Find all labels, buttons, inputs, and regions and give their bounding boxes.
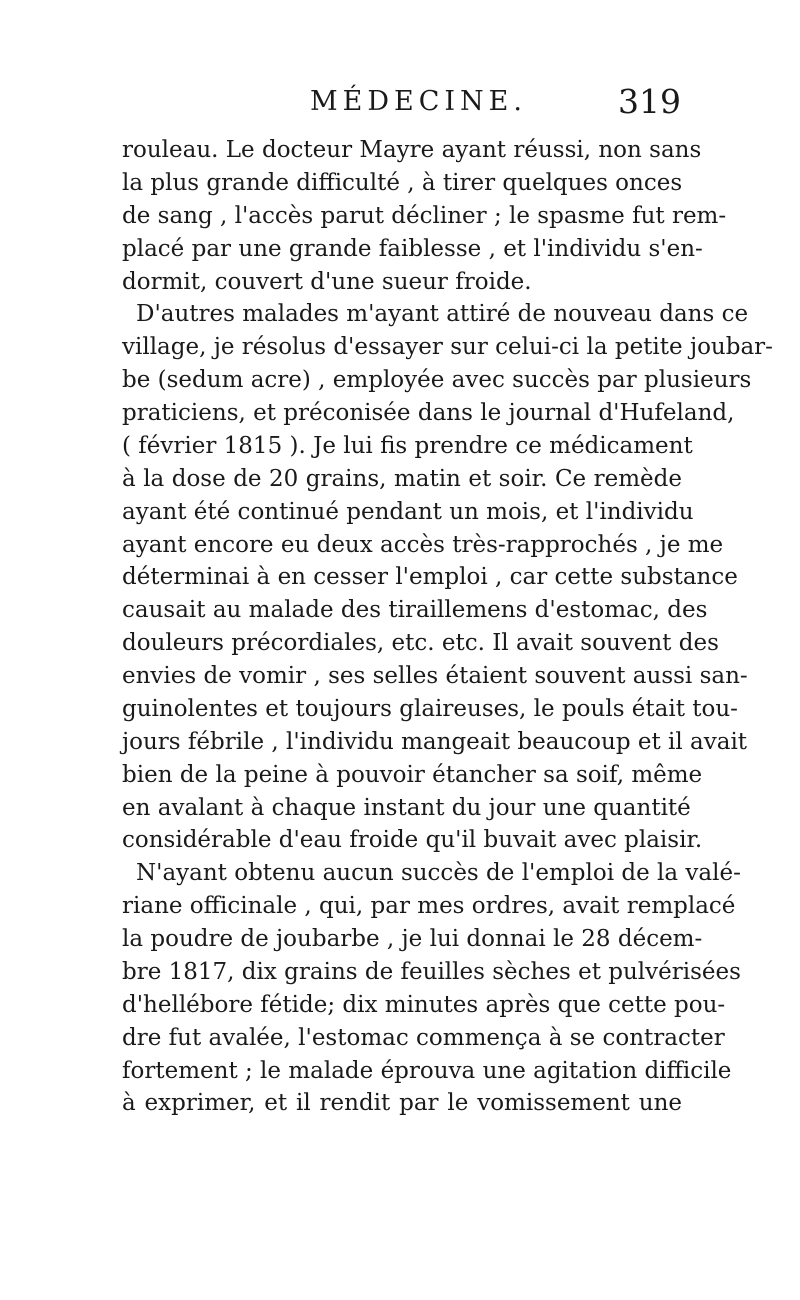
text-line: ( février 1815 ). Je lui fis prendre ce médicament (122, 432, 693, 459)
text-line: envies de vomir , ses selles étaient souvent aussi san- (122, 663, 748, 689)
text-line: rouleau. Le docteur Mayre ayant réussi, non sans (122, 137, 702, 163)
text-line: d'hellébore fétide; dix minutes après que cette pou- (122, 991, 726, 1018)
text-line: la plus grande difficulté , à tirer quelques onces (122, 169, 683, 196)
text-line: la poudre de joubarbe , je lui donnai le 28 décem- (122, 926, 703, 952)
text-line: à la dose de 20 grains, matin et soir. Ce remède (122, 465, 682, 492)
text-line: bre 1817, dix grains de feuilles sèches et pulvérisées (122, 958, 741, 985)
body-text (122, 134, 773, 1120)
text-line: village, je résolus d'essayer sur celui-ci la petite joubar- (122, 334, 773, 361)
text-line: dre fut avalée, l'estomac commença à se contracter (122, 1024, 725, 1051)
text-line: guinolentes et toujours glaireuses, le pouls était tou- (122, 695, 738, 722)
text-line: ayant été continué pendant un mois, et l'individu (122, 498, 694, 525)
page-number: 319 (618, 82, 681, 121)
text-line: en avalant à chaque instant du jour une quantité (122, 794, 691, 821)
text-line: déterminai à en cesser l'emploi , car cette substance (122, 564, 738, 591)
text-line: dormit, couvert d'une sueur froide. (122, 268, 532, 295)
page-header (120, 82, 685, 132)
text-line: douleurs précordiales, etc. etc. Il avait souvent des (122, 630, 719, 657)
text-line: bien de la peine à pouvoir étancher sa soif, même (122, 761, 703, 788)
text-line: riane officinale , qui, par mes ordres, avait remplacé (122, 893, 736, 920)
paragraph (122, 134, 727, 298)
text-line: D'autres malades m'ayant attiré de nouveau dans ce (136, 301, 749, 328)
text-line: jours fébrile , l'individu mangeait beaucoup et il avait (122, 728, 748, 755)
text-line: N'ayant obtenu aucun succès de l'emploi de la valé- (136, 860, 741, 887)
running-title: MÉDECINE. (310, 86, 527, 117)
text-line: praticiens, et préconisée dans le journal d'Hufeland, (122, 400, 735, 426)
text-line: à exprimer, et il rendit par le vomissement une (122, 1090, 682, 1117)
text-line: fortement ; le malade éprouva une agitation difficile (122, 1057, 732, 1084)
text-line: placé par une grande faiblesse , et l'individu s'en- (122, 235, 703, 262)
text-line: de sang , l'accès parut décliner ; le spasme fut rem- (122, 202, 727, 229)
text-line: be (sedum acre) , employée avec succès par plusieurs (122, 367, 752, 394)
paragraph (122, 298, 773, 857)
text-line: considérable d'eau froide qu'il buvait avec plaisir. (122, 827, 703, 854)
paragraph (122, 857, 741, 1120)
text-line: causait au malade des tiraillemens d'estomac, des (122, 597, 708, 624)
text-line: ayant encore eu deux accès très-rapprochés , je me (122, 531, 724, 558)
